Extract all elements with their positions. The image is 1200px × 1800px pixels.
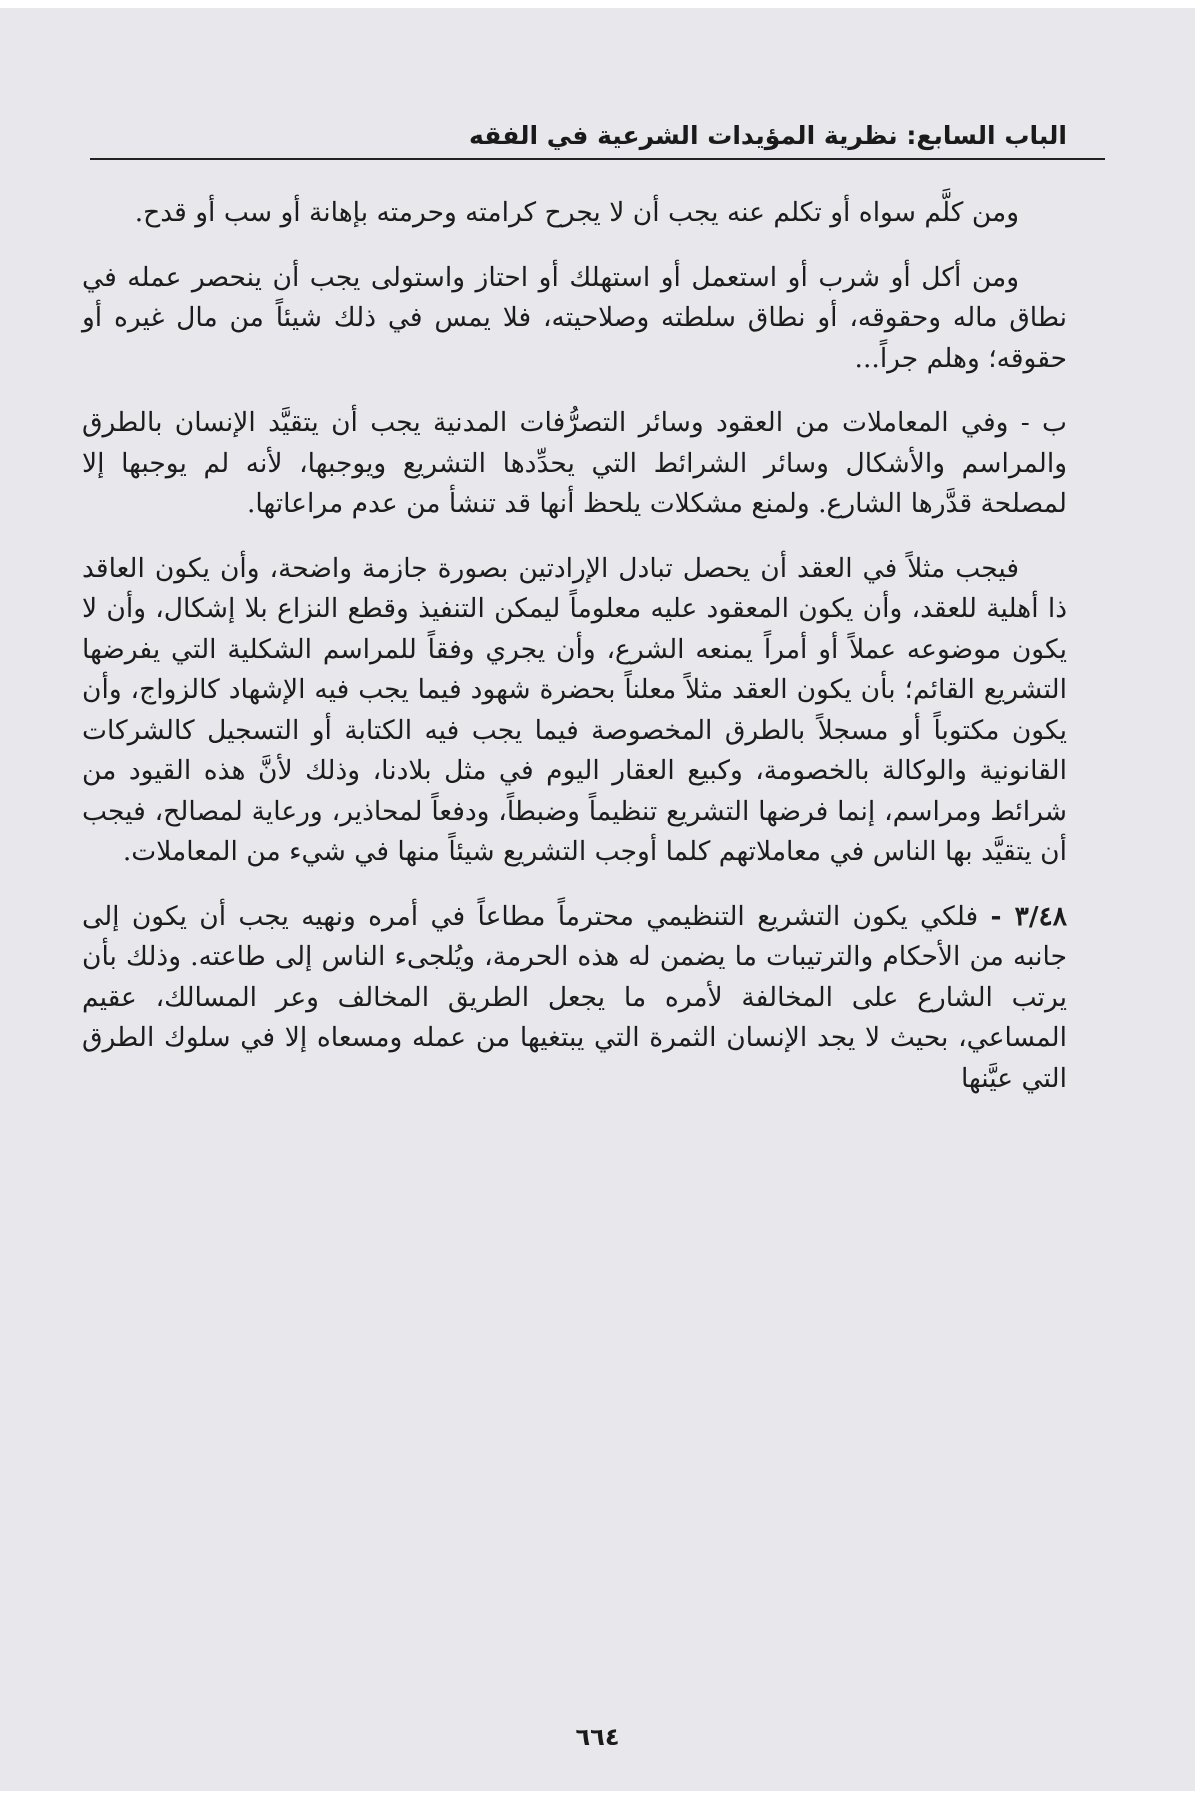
- paragraph-text: ومن كلَّم سواه أو تكلم عنه يجب أن لا يجرح كرامته وحرمته بإهانة أو سب أو قدح.: [134, 197, 1019, 228]
- paragraph-text: ومن أكل أو شرب أو استعمل أو استهلك أو احتاز واستولى يجب أن ينحصر عمله في نطاق ماله وحقوقه، أو نطاق سلطته وصلاحيته، فلا يمس في ذلك شيئاً من مال غيره أو حقوقه؛ وهلم جراً...: [82, 261, 1067, 374]
- paragraph-text: فيجب مثلاً في العقد أن يحصل تبادل الإرادتين بصورة جازمة واضحة، وأن يكون العاقد ذا أهلية للعقد، وأن يكون المعقود عليه معلوماً ليمكن التنفيذ وقطع النزاع بلا إشكال، وأن لا يكون موضوعه عملاً أو أمراً يمنعه الشرع، وأن يجري وفقاً للمراسم الشكلية التي يفرضها التشريع القائم؛ بأن يكون العقد مثلاً معلناً بحضرة شهود فيما يجب فيه الإشهاد كالزواج، وأن يكون مكتوباً أو مسجلاً بالطرق المخصوصة فيما يجب فيه الكتابة أو التسجيل كالشركات القانونية والوكالة بالخصومة، وكبيع العقار اليوم في مثل بلادنا، وذلك لأنَّ هذه القيود من شرائط ومراسم، إنما فرضها التشريع تنظيماً وضبطاً، ودفعاً لمحاذير، ورعاية لمصالح، فيجب أن يتقيَّد بها الناس في معاملاتهم كلما أوجب التشريع شيئاً منها في شيء من المعاملات.: [82, 552, 1067, 867]
- section-number: ٣/٤٨ -: [990, 900, 1067, 932]
- paragraph: [82, 897, 1067, 1100]
- paragraph-text: فلكي يكون التشريع التنظيمي محترماً مطاعاً في أمره ونهيه يجب أن يكون إلى جانبه من الأحكام والترتيبات ما يضمن له هذه الحرمة، ويُلجىء الناس إلى طاعته. وذلك بأن يرتب الشارع على المخالفة لأمره ما يجعل الطريق المخالف وعر المسالك، عقيم المساعي، بحيث لا يجد الإنسان الثمرة التي يبتغيها من عمله ومسعاه إلا في سلوك الطرق التي عيَّنها: [82, 900, 1067, 1094]
- page-number: ٦٦٤: [575, 1723, 620, 1751]
- body-text: [82, 193, 1067, 1123]
- paragraph-text: وفي المعاملات من العقود وسائر التصرُّفات المدنية يجب أن يتقيَّد الإنسان بالطرق والمراسم والأشكال وسائر الشرائط التي يحدِّدها التشريع ويوجبها، لأنه لم يوجبها إلا لمصلحة قدَّرها الشارع. ولمنع مشكلات يلحظ أنها قد تنشأ من عدم مراعاتها.: [82, 407, 1067, 519]
- paragraph-label: ب -: [1020, 407, 1067, 438]
- book-page: [0, 8, 1195, 1791]
- paragraph: [82, 258, 1067, 380]
- header-rule: [90, 158, 1105, 160]
- paragraph: [82, 549, 1067, 873]
- paragraph: [82, 403, 1067, 525]
- running-title: الباب السابع: نظرية المؤيدات الشرعية في الفقه: [468, 121, 1067, 150]
- paragraph: [82, 193, 1067, 234]
